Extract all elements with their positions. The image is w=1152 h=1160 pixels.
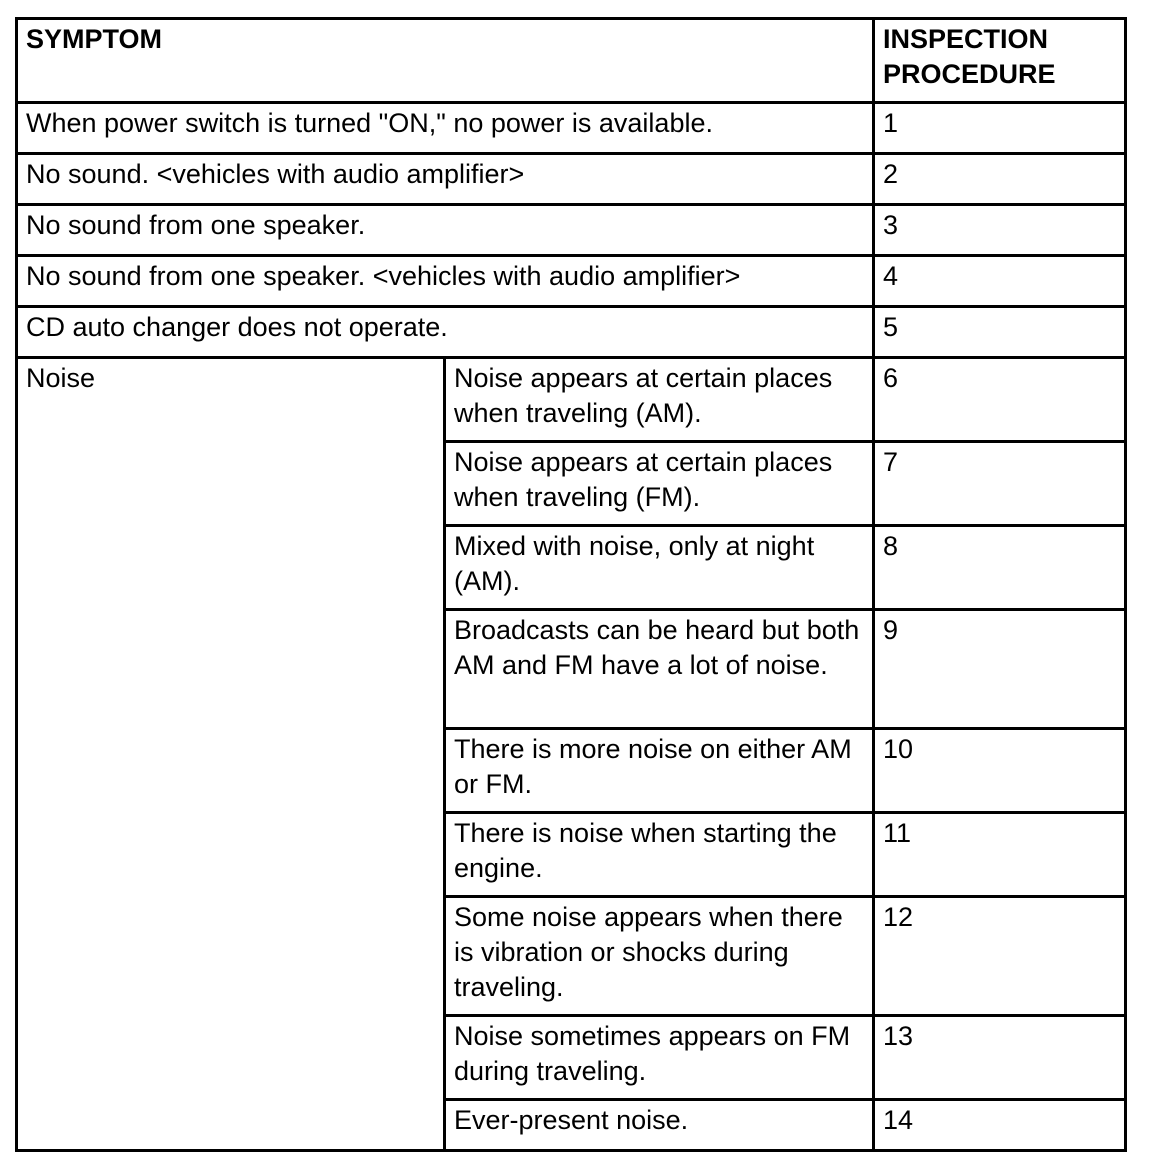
table-row bbox=[17, 154, 1126, 205]
procedure-cell: 7 bbox=[874, 442, 1126, 526]
procedure-cell: 11 bbox=[874, 813, 1126, 897]
header-symptom: SYMPTOM bbox=[17, 19, 874, 103]
procedure-cell: 9 bbox=[874, 610, 1126, 729]
table-row bbox=[17, 256, 1126, 307]
header-inspection-procedure bbox=[874, 19, 1126, 103]
symptom-cell: No sound from one speaker. <vehicles with audio amplifier> bbox=[17, 256, 874, 307]
noise-symptom-cell: Noise sometimes appears on FM during traveling. bbox=[445, 1016, 874, 1100]
symptom-cell: No sound. <vehicles with audio amplifier> bbox=[17, 154, 874, 205]
procedure-cell: 12 bbox=[874, 897, 1126, 1016]
symptom-table bbox=[15, 17, 1127, 1152]
header-procedure-line2: PROCEDURE bbox=[883, 59, 1056, 89]
noise-group-label: Noise bbox=[17, 358, 445, 1151]
procedure-cell: 14 bbox=[874, 1100, 1126, 1151]
noise-symptom-cell: Ever-present noise. bbox=[445, 1100, 874, 1151]
symptom-cell: When power switch is turned "ON," no power is available. bbox=[17, 103, 874, 154]
procedure-cell: 4 bbox=[874, 256, 1126, 307]
symptom-cell: CD auto changer does not operate. bbox=[17, 307, 874, 358]
procedure-cell: 5 bbox=[874, 307, 1126, 358]
header-row bbox=[17, 19, 1126, 103]
procedure-cell: 2 bbox=[874, 154, 1126, 205]
noise-symptom-cell: There is more noise on either AM or FM. bbox=[445, 729, 874, 813]
noise-symptom-cell: Noise appears at certain places when traveling (FM). bbox=[445, 442, 874, 526]
table-row bbox=[17, 103, 1126, 154]
procedure-cell: 8 bbox=[874, 526, 1126, 610]
noise-symptom-cell: Noise appears at certain places when traveling (AM). bbox=[445, 358, 874, 442]
symptom-cell: No sound from one speaker. bbox=[17, 205, 874, 256]
table-row bbox=[17, 358, 1126, 442]
header-procedure-line1: INSPECTION bbox=[883, 24, 1049, 54]
procedure-cell: 3 bbox=[874, 205, 1126, 256]
table-row bbox=[17, 307, 1126, 358]
noise-symptom-cell: Broadcasts can be heard but both AM and FM have a lot of noise. bbox=[445, 610, 874, 729]
table-row bbox=[17, 205, 1126, 256]
noise-symptom-cell: Some noise appears when there is vibration or shocks during traveling. bbox=[445, 897, 874, 1016]
noise-symptom-cell: There is noise when starting the engine. bbox=[445, 813, 874, 897]
procedure-cell: 6 bbox=[874, 358, 1126, 442]
procedure-cell: 1 bbox=[874, 103, 1126, 154]
procedure-cell: 13 bbox=[874, 1016, 1126, 1100]
noise-symptom-cell: Mixed with noise, only at night (AM). bbox=[445, 526, 874, 610]
procedure-cell: 10 bbox=[874, 729, 1126, 813]
